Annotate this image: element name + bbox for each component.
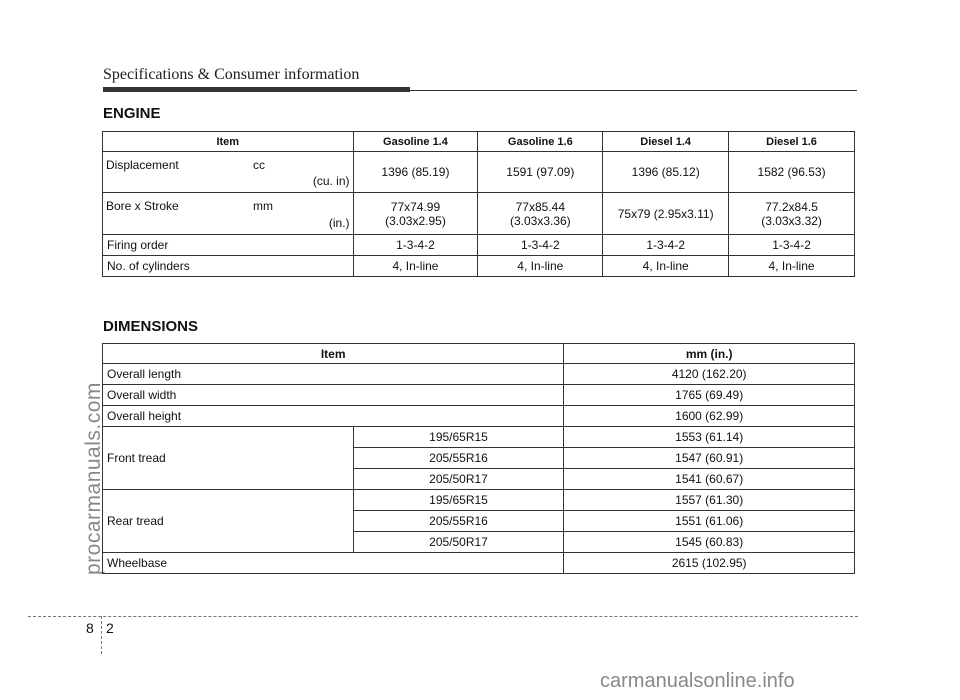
cell-line: (3.03x3.32) xyxy=(761,213,822,228)
footer-divider xyxy=(101,616,102,654)
table-cell xyxy=(478,193,603,235)
table-cell: 4, In-line xyxy=(478,256,603,277)
cell-line: (3.03x3.36) xyxy=(509,213,571,228)
cell-line: 77x85.44 xyxy=(515,199,566,214)
row-label: No. of cylinders xyxy=(103,256,354,277)
table-cell: 1765 (69.49) xyxy=(564,385,855,406)
engine-col-gasoline-16: Gasoline 1.6 xyxy=(478,132,603,152)
cell-line: 77.2x84.5 xyxy=(765,199,818,214)
page-chapter-number: 8 xyxy=(86,620,94,636)
table-cell: 1396 (85.12) xyxy=(603,152,729,193)
row-label: Wheelbase xyxy=(103,553,564,574)
table-row xyxy=(103,256,855,277)
row-label-rear-tread: Rear tread xyxy=(103,490,354,553)
engine-col-item: Item xyxy=(103,132,354,152)
bottom-watermark: carmanualsonline.info xyxy=(600,670,795,692)
engine-col-diesel-16: Diesel 1.6 xyxy=(729,132,855,152)
table-cell xyxy=(603,193,729,235)
table-row xyxy=(103,406,855,427)
table-row xyxy=(103,152,855,193)
dimensions-heading: DIMENSIONS xyxy=(103,318,199,335)
row-unit: cc xyxy=(253,158,265,172)
table-cell: 1396 (85.19) xyxy=(353,152,478,193)
cell-line: 75x79 (2.95x3.11) xyxy=(617,206,714,221)
table-row xyxy=(103,490,855,511)
tire-size: 205/50R17 xyxy=(353,469,564,490)
cell-line: 77x74.99 xyxy=(390,199,441,214)
table-cell: 4, In-line xyxy=(729,256,855,277)
row-item-displacement xyxy=(103,152,354,193)
tire-size: 205/55R16 xyxy=(353,511,564,532)
tire-size: 205/55R16 xyxy=(353,448,564,469)
table-cell: 1582 (96.53) xyxy=(729,152,855,193)
row-label-front-tread: Front tread xyxy=(103,427,354,490)
cell-line: (3.03x2.95) xyxy=(385,213,446,228)
row-label: Bore x Stroke xyxy=(106,199,179,213)
row-unit-imperial: (in.) xyxy=(328,216,350,230)
tire-size: 195/65R15 xyxy=(353,490,564,511)
table-cell: 1-3-4-2 xyxy=(353,235,478,256)
dimensions-header-row xyxy=(103,344,855,364)
table-cell: 1545 (60.83) xyxy=(564,532,855,553)
footer-rule xyxy=(28,616,858,617)
table-row xyxy=(103,553,855,574)
tire-size: 195/65R15 xyxy=(353,427,564,448)
table-row xyxy=(103,235,855,256)
header-bar xyxy=(103,87,410,92)
engine-col-diesel-14: Diesel 1.4 xyxy=(603,132,729,152)
row-label: Overall height xyxy=(103,406,564,427)
row-unit: mm xyxy=(253,199,273,213)
side-watermark: procarmanuals.com xyxy=(82,382,105,575)
engine-table xyxy=(102,131,855,277)
table-cell: 4, In-line xyxy=(603,256,729,277)
engine-heading: ENGINE xyxy=(103,105,161,122)
row-label: Firing order xyxy=(103,235,354,256)
table-row xyxy=(103,193,855,235)
table-cell: 4120 (162.20) xyxy=(564,364,855,385)
table-cell: 1-3-4-2 xyxy=(603,235,729,256)
table-row xyxy=(103,427,855,448)
table-cell: 1600 (62.99) xyxy=(564,406,855,427)
table-row xyxy=(103,385,855,406)
table-cell xyxy=(353,193,478,235)
header-rule xyxy=(410,90,857,91)
row-label: Overall length xyxy=(103,364,564,385)
table-cell: 1541 (60.67) xyxy=(564,469,855,490)
dimensions-col-item: Item xyxy=(103,344,564,364)
table-cell: 2615 (102.95) xyxy=(564,553,855,574)
table-cell: 1557 (61.30) xyxy=(564,490,855,511)
tire-size: 205/50R17 xyxy=(353,532,564,553)
dimensions-table xyxy=(102,343,855,574)
row-item-bore-stroke xyxy=(103,193,354,235)
engine-col-gasoline-14: Gasoline 1.4 xyxy=(353,132,478,152)
table-cell: 1551 (61.06) xyxy=(564,511,855,532)
table-row xyxy=(103,364,855,385)
table-cell: 1553 (61.14) xyxy=(564,427,855,448)
table-cell xyxy=(729,193,855,235)
row-unit-imperial: (cu. in) xyxy=(312,174,350,188)
page-header-title: Specifications & Consumer information xyxy=(103,66,360,83)
engine-header-row xyxy=(103,132,855,152)
row-label: Overall width xyxy=(103,385,564,406)
table-cell: 1-3-4-2 xyxy=(478,235,603,256)
dimensions-col-value: mm (in.) xyxy=(564,344,855,364)
table-cell: 1547 (60.91) xyxy=(564,448,855,469)
table-cell: 1-3-4-2 xyxy=(729,235,855,256)
table-cell: 4, In-line xyxy=(353,256,478,277)
page-number: 2 xyxy=(106,620,114,636)
row-label: Displacement xyxy=(106,158,179,172)
table-cell: 1591 (97.09) xyxy=(478,152,603,193)
